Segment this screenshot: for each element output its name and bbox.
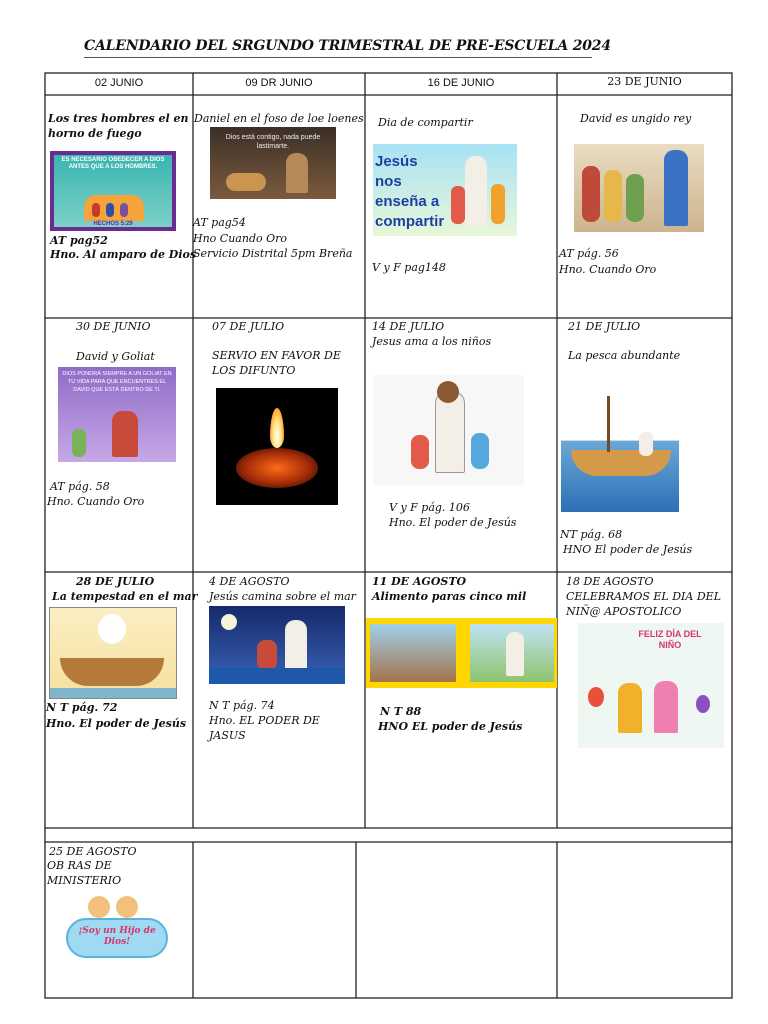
fiery-furnace-image: [50, 151, 176, 231]
cell-line-1: N T 88: [380, 705, 422, 718]
cell-topic: David es ungido rey: [580, 112, 692, 125]
cell-line-2: HNO El poder de Jesús: [563, 543, 693, 556]
cell-line-2: Hno. Cuando Oro: [559, 263, 657, 276]
cell-line-1: AT pág. 58: [50, 480, 110, 493]
cell-line-2: Hno. Al amparo de Dios: [50, 248, 197, 261]
cell-topic: CELEBRAMOS EL DIA DEL NIÑ@ APOSTOLICO: [566, 590, 721, 618]
candle-image: [216, 388, 338, 505]
cell-line-1: AT pág. 56: [559, 247, 619, 260]
cell-date: 11 DE AGOSTO: [372, 575, 467, 588]
cell-date: 25 DE AGOSTO: [49, 845, 137, 858]
cell-date: 23 DE JUNIO: [607, 75, 682, 88]
cell-topic: Dia de compartir: [378, 116, 473, 129]
cell-date: 28 DE JULIO: [76, 575, 155, 588]
cell-date: 02 JUNIO: [94, 77, 144, 89]
cell-topic: Jesus ama a los niños: [372, 335, 492, 348]
cell-date: 30 DE JUNIO: [76, 320, 151, 333]
cell-topic: David y Goliat: [76, 350, 155, 363]
image-caption: ¡Soy un Hijo de Dios!: [78, 926, 156, 947]
image-caption: FELIZ DÍA DEL NIÑO: [638, 629, 702, 650]
cell-line-1: V y F pág. 106: [389, 501, 470, 514]
cell-line-2: Hno. El poder de Jesús: [46, 717, 187, 730]
cell-line-1: AT pag54: [193, 216, 246, 229]
cell-topic: La pesca abundante: [568, 349, 681, 362]
child-of-god-image: [62, 896, 172, 962]
david-anointed-image: [574, 144, 704, 232]
childrens-day-image: [578, 623, 724, 748]
cell-line-3: Servicio Distrital 5pm Breña: [193, 247, 353, 260]
cell-topic: La tempestad en el mar: [52, 590, 198, 603]
cell-date: 09 DR JUNIO: [245, 77, 313, 89]
image-verse-ref: HECHOS 5:29: [93, 221, 133, 227]
daniel-lions-image: [210, 127, 336, 199]
storm-sea-image: [49, 607, 177, 699]
cell-date: 07 DE JULIO: [212, 320, 285, 333]
cell-line-1: V y F pag148: [372, 261, 446, 274]
cell-topic: Alimento paras cinco mil: [372, 590, 527, 603]
cell-line-2: HNO EL poder de Jesús: [378, 720, 523, 733]
david-goliath-image: [58, 367, 176, 462]
cell-line-1: NT pág. 68: [560, 528, 623, 541]
walking-on-water-image: [209, 606, 345, 684]
image-caption: Jesús nos enseña a compartir: [375, 153, 445, 230]
cell-topic: OB RAS DE MINISTERIO: [47, 859, 122, 887]
cell-date: 21 DE JULIO: [568, 320, 641, 333]
sharing-image: [373, 144, 517, 236]
cell-topic: Los tres hombres el en horno de fuego: [48, 112, 189, 140]
cell-line-2: Hno. EL PODER DE JASUS: [209, 714, 320, 742]
cell-date: 14 DE JULIO: [372, 320, 445, 333]
cell-topic: Jesús camina sobre el mar: [209, 590, 356, 603]
cell-line-2: Hno. Cuando Oro: [47, 495, 145, 508]
image-verse-text: ES NECESARIO OBEDECER A DIOS ANTES QUE A LOS HOMBRES.: [61, 157, 165, 170]
cell-line-1: N T pág. 74: [209, 699, 275, 712]
image-caption: DIOS PONDRÁ SIEMPRE A UN GOLIAT EN TU VIDA PARA QUE ENCUENTRES EL DAVID QUE ESTÁ DENTRO DE TI.: [62, 371, 172, 393]
page-title: CALENDARIO DEL SRGUNDO TRIMESTRAL DE PRE-ESCUELA 2024: [84, 38, 611, 54]
cell-line-2: Hno Cuando Oro: [193, 232, 287, 245]
cell-line-2: Hno. El poder de Jesús: [389, 516, 517, 529]
cell-topic: Daniel en el foso de loe loenes: [194, 112, 364, 125]
cell-line-1: N T pág. 72: [46, 701, 118, 714]
cell-topic: SERVIO EN FAVOR DE LOS DIFUNTO: [212, 349, 341, 377]
image-caption: Dios está contigo, nada puede lastimarte.: [225, 134, 321, 150]
jesus-children-image: [373, 375, 524, 485]
cell-date: 4 DE AGOSTO: [209, 575, 290, 588]
cell-date: 16 DE JUNIO: [427, 77, 495, 89]
fishing-boat-image: [561, 392, 679, 512]
feeding-five-thousand-image: [366, 618, 557, 688]
cell-date: 18 DE AGOSTO: [566, 575, 654, 588]
cell-line-1: AT pag52: [50, 234, 108, 247]
